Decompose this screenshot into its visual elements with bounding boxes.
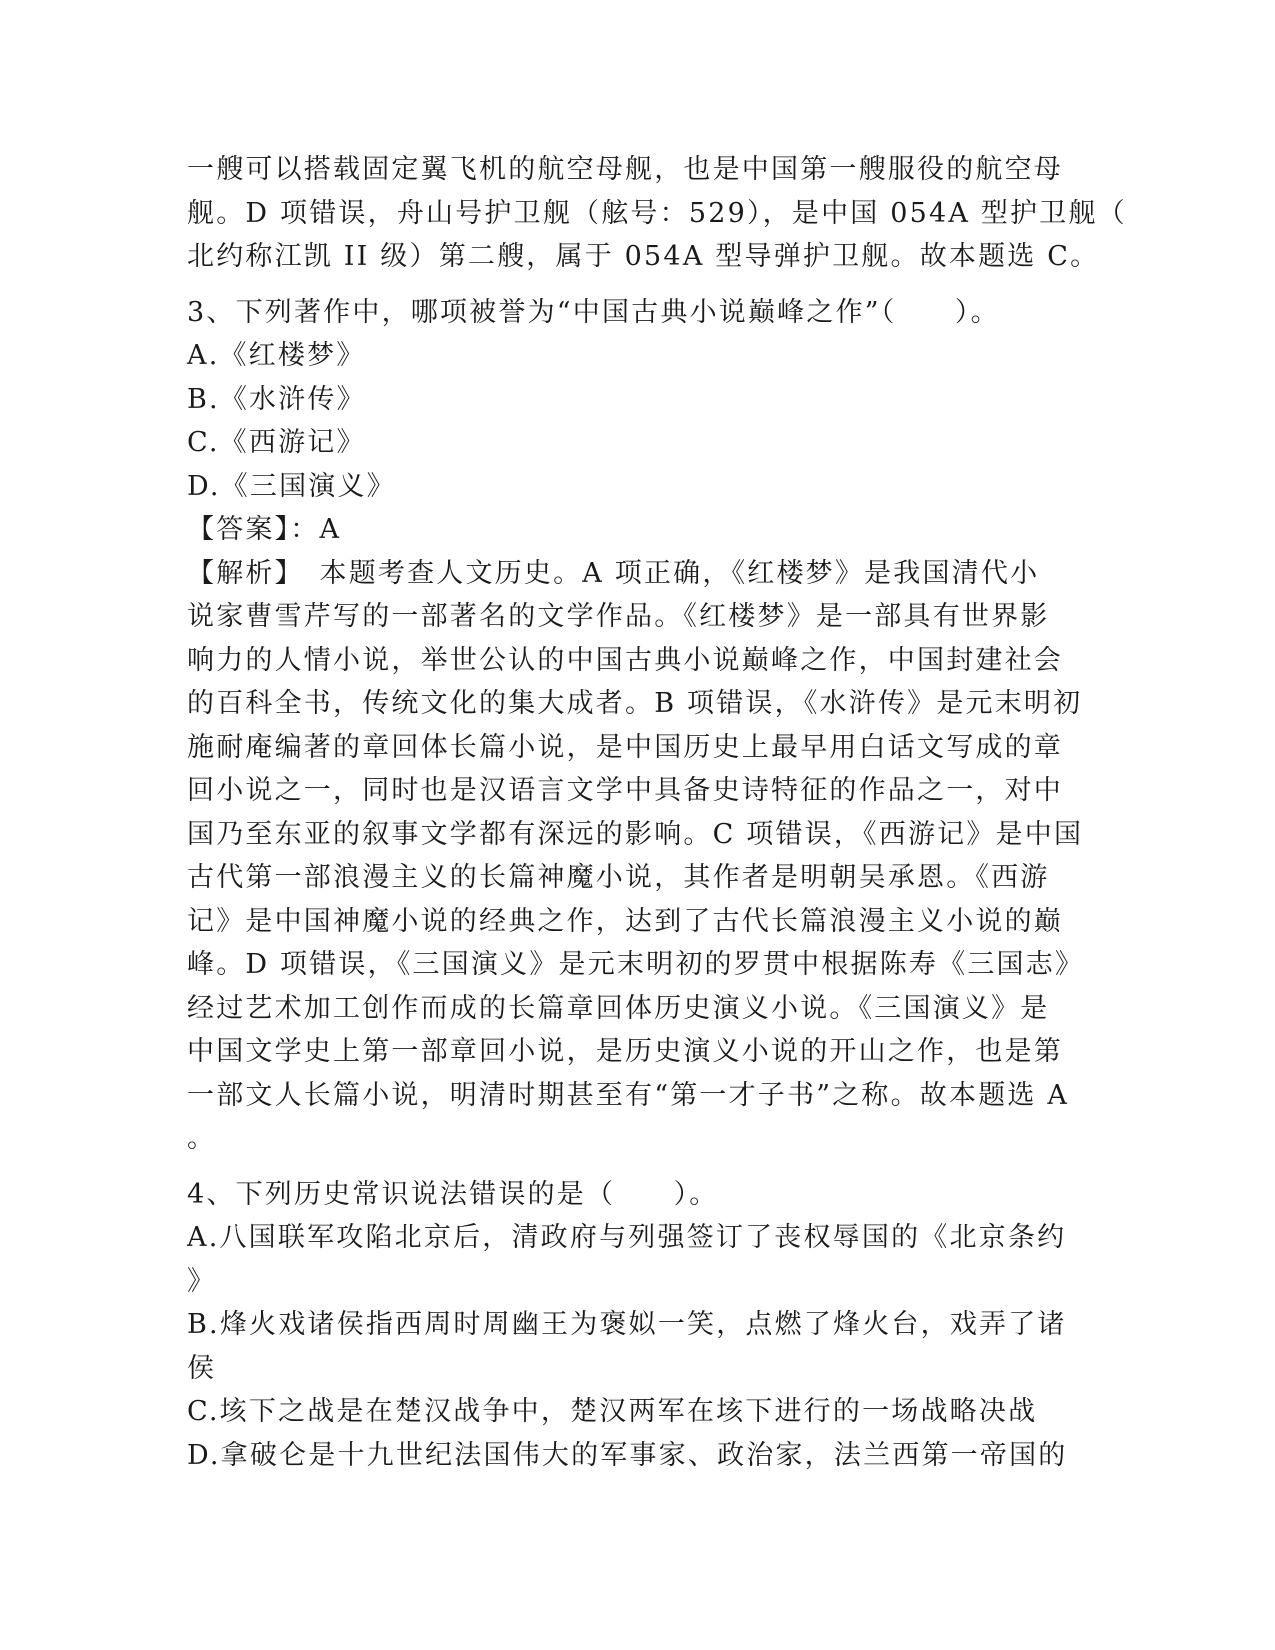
analysis-line: 国乃至东亚的叙事文学都有深远的影响。C 项错误，《西游记》是中国: [187, 818, 1084, 850]
analysis-line: 的百科全书，传统文化的集大成者。B 项错误，《水浒传》是元末明初: [187, 688, 1083, 719]
option-line: B.烽火戏诸侯指西周时周幽王为褒姒一笑，点燃了烽火台，戏弄了诸: [187, 1309, 1067, 1340]
previous-analysis-block: [187, 148, 1127, 279]
analysis-line: 峰。D 项错误，《三国演义》是元末明初的罗贯中根据陈寿《三国志》: [187, 949, 1085, 980]
analysis-line: 古代第一部浪漫主义的长篇神魔小说，其作者是明朝吴承恩。《西游: [187, 862, 1050, 893]
option-c: C.《西游记》: [187, 427, 366, 458]
analysis-line: 记》是中国神魔小说的经典之作，达到了古代长篇浪漫主义小说的巅: [187, 905, 1063, 937]
option-line: 侯: [187, 1352, 217, 1384]
option-line: A.八国联军攻陷北京后，清政府与列强签订了丧权辱国的《北京条约: [187, 1222, 1067, 1253]
paragraph-gap: [187, 1161, 1087, 1173]
question-stem: 3、下列著作中，哪项被誉为“中国古典小说巅峰之作”（ ）。: [187, 296, 1000, 328]
analysis-line: 回小说之一，同时也是汉语言文学中具备史诗特征的作品之一，对中: [187, 775, 1063, 806]
paragraph-gap: [187, 279, 1087, 291]
question-4: [187, 1173, 1087, 1478]
option-d: D.《三国演义》: [187, 470, 396, 502]
option-line: D.拿破仑是十九世纪法国伟大的军事家、政治家，法兰西第一帝国的: [187, 1439, 1068, 1471]
option-line: 》: [187, 1265, 217, 1297]
text-line: 舰。D 项错误，舟山号护卫舰（舷号：529），是中国 054A 型护卫舰（: [187, 197, 1127, 229]
analysis-block: [187, 552, 1087, 1161]
analysis-line: 【解析】 本题考查人文历史。A 项正确，《红楼梦》是我国清代小: [187, 557, 1040, 589]
option-a: A.《红楼梦》: [187, 340, 366, 371]
analysis-line: 说家曹雪芹写的一部著名的文学作品。《红楼梦》是一部具有世界影: [187, 601, 1050, 632]
analysis-line: 中国文学史上第一部章回小说，是历史演义小说的开山之作，也是第: [187, 1036, 1063, 1067]
analysis-line: 。: [187, 1123, 217, 1154]
text-line: 北约称江凯 II 级）第二艘，属于 054A 型导弹护卫舰。故本题选 C。: [187, 241, 1100, 272]
page-content: [187, 148, 1127, 1477]
text-line: 一艘可以搭载固定翼飞机的航空母舰，也是中国第一艘服役的航空母: [187, 154, 1063, 185]
analysis-line: 一部文人长篇小说，明清时期甚至有“第一才子书”之称。故本题选 A: [187, 1079, 1070, 1111]
answer-line: 【答案】：A: [187, 514, 342, 545]
analysis-line: 施耐庵编著的章回体长篇小说，是中国历史上最早用白话文写成的章: [187, 731, 1063, 763]
analysis-line: 经过艺术加工创作而成的长篇章回体历史演义小说。《三国演义》是: [187, 992, 1050, 1024]
option-b: B.《水浒传》: [187, 383, 366, 415]
question-3: [187, 291, 1087, 1161]
option-line: C.垓下之战是在楚汉战争中，楚汉两军在垓下进行的一场战略决战: [187, 1396, 1038, 1427]
question-stem: 4、下列历史常识说法错误的是（ ）。: [187, 1178, 719, 1210]
analysis-line: 响力的人情小说，举世公认的中国古典小说巅峰之作，中国封建社会: [187, 644, 1063, 676]
